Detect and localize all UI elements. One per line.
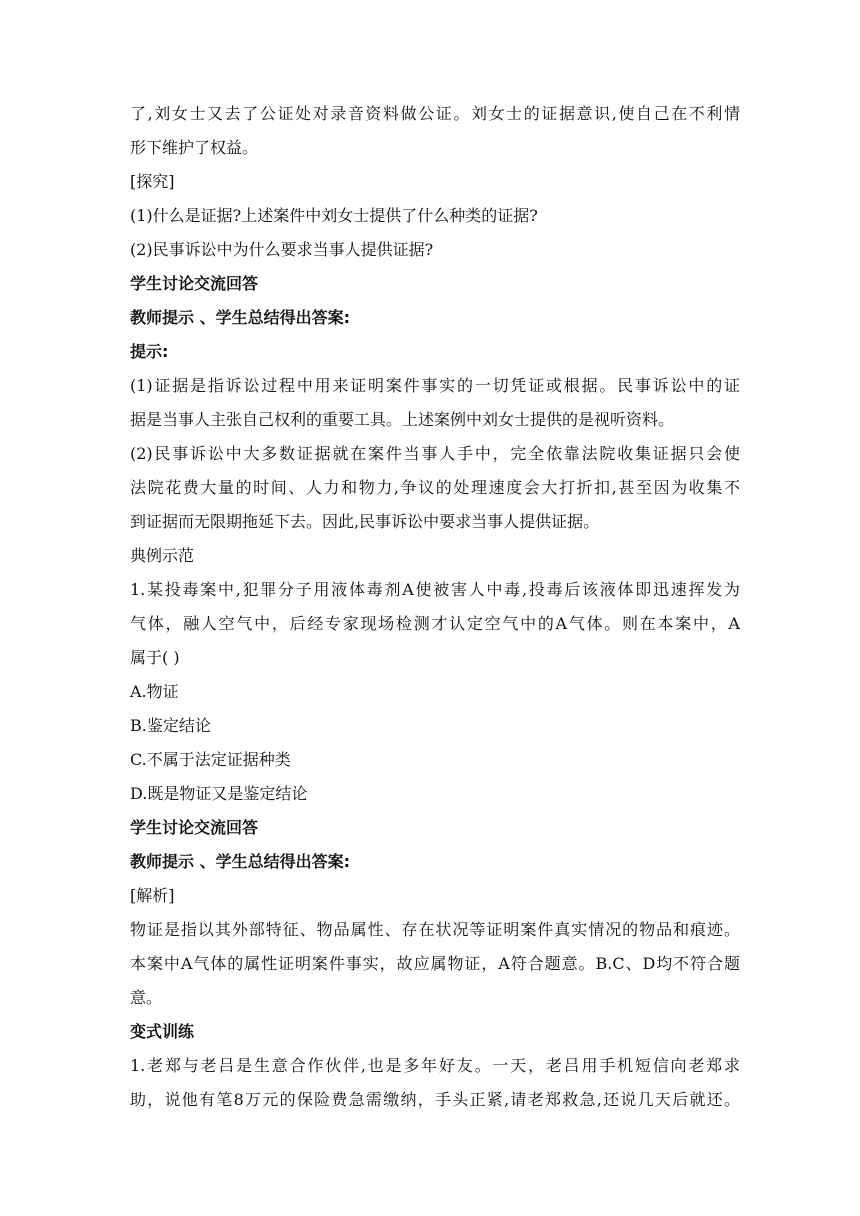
bold-heading: 教师提示 、学生总结得出答案: — [130, 852, 350, 871]
example-question-line: 1.某投毒案中,犯罪分子用液体毒剂A使被害人中毒,投毒后该液体即迅速挥发为 — [130, 580, 740, 599]
bold-heading: 学生讨论交流回答 — [130, 818, 259, 837]
exercise-line: 助，说他有笔8万元的保险费急需缴纳，手头正紧,请老郑救急,还说几天后就还。 — [130, 1090, 740, 1109]
option-c: C.不属于法定证据种类 — [130, 750, 291, 769]
question-2: (2)民事诉讼中为什么要求当事人提供证据? — [130, 240, 434, 259]
analysis-line: 意。 — [130, 988, 163, 1007]
section-heading: 典例示范 — [130, 546, 195, 565]
answer-line: 到证据而无限期拖延下去。因此,民事诉讼中要求当事人提供证据。 — [130, 512, 600, 531]
paragraph-line: 形下维护了权益。 — [130, 138, 259, 157]
answer-line: (1)证据是指诉讼过程中用来证明案件事实的一切凭证或根据。民事诉讼中的证 — [130, 376, 740, 395]
option-d: D.既是物证又是鉴定结论 — [130, 784, 308, 803]
bold-heading: 教师提示 、学生总结得出答案: — [130, 308, 350, 327]
document-page — [130, 97, 740, 1117]
paragraph-line: 了,刘女士又去了公证处对录音资料做公证。刘女士的证据意识,使自己在不利情 — [130, 104, 740, 123]
answer-line: (2)民事诉讼中大多数证据就在案件当事人手中，完全依靠法院收集证据只会使 — [130, 444, 740, 463]
bold-heading: 提示: — [130, 342, 169, 361]
example-question-line: 属于( ) — [130, 648, 180, 667]
analysis-line: 物证是指以其外部特征、物品属性、存在状况等证明案件真实情况的物品和痕迹。 — [130, 920, 740, 939]
analysis-line: 本案中A气体的属性证明案件事实，故应属物证，A符合题意。B.C、D均不符合题 — [130, 954, 740, 973]
question-1: (1)什么是证据?上述案件中刘女士提供了什么种类的证据? — [130, 206, 538, 225]
answer-line: 据是当事人主张自己权利的重要工具。上述案例中刘女士提供的是视听资料。 — [130, 410, 675, 429]
bold-heading: 变式训练 — [130, 1022, 195, 1041]
analysis-label: [解析] — [130, 886, 175, 905]
section-label-explore: [探究] — [130, 172, 175, 191]
example-question-line: 气体，融人空气中，后经专家现场检测才认定空气中的A气体。则在本案中，A — [130, 614, 740, 633]
exercise-line: 1.老郑与老吕是生意合作伙伴,也是多年好友。一天，老吕用手机短信向老郑求 — [130, 1056, 740, 1075]
answer-line: 法院花费大量的时间、人力和物力,争议的处理速度会大打折扣,甚至因为收集不 — [130, 478, 740, 497]
bold-heading: 学生讨论交流回答 — [130, 274, 259, 293]
option-b: B.鉴定结论 — [130, 716, 211, 735]
option-a: A.物证 — [130, 682, 179, 701]
